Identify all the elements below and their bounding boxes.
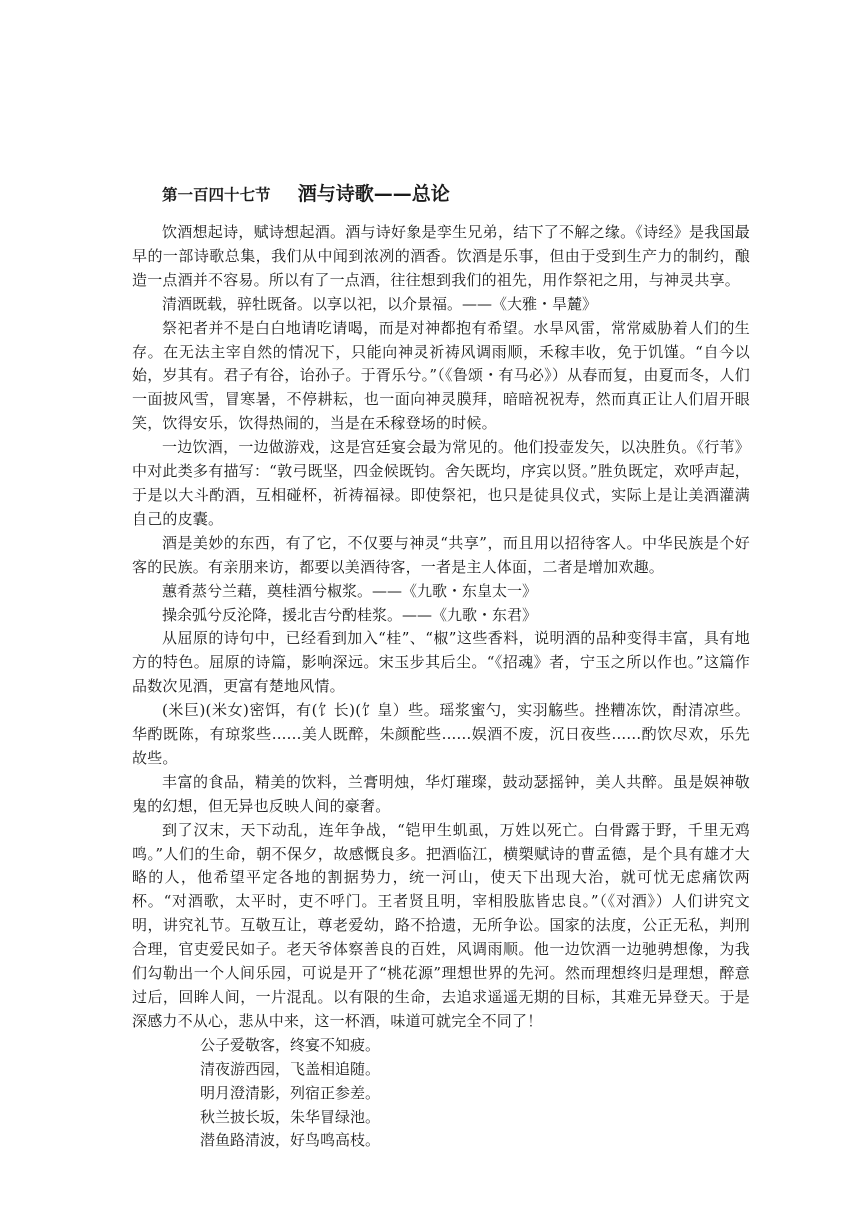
paragraph: 酒是美妙的东西，有了它，不仅要与神灵“共享”，而且用以招待客人。中华民族是个好客的民族。有亲朋来访，都要以美酒待客，一者是主人体面，二者是增加欢趣。	[132, 533, 750, 576]
poem-line: 明月澄清影，列宿正参差。	[200, 1083, 381, 1102]
paragraph: 到了汉末，天下动乱，连年争战，“铠甲生虮虱，万姓以死亡。白骨露于野，千里无鸡鸣。”人们的生命，朝不保夕，故感慨良多。把酒临江，横槊赋诗的曹孟德，是个具有雄才大略的人，他希望平定各地的割据势力，统一河山，使天下出现大治，就可忧无虑痛饮两杯。“对酒歌，太平时，吏不呼门。王者贤且明，宰相股肱皆忠良。”（《对酒》）人们讲究文明，讲究礼节。互敬互让，尊老爱幼，路不拾遗，无所争讼。国家的法度，公正无私，判刑合理，官吏爱民如子。老天爷体察善良的百姓，风调雨顺。他一边饮酒一边驰骋想像，为我们勾勒出一个人间乐园，可说是开了“桃花源”理想世界的先河。然而理想终归是理想，醉意过后，回眸人间，一片混乱。以有限的生命，去追求遥遥无期的目标，其难无异登天。于是深感力不从心，悲从中来，这一杯酒，味道可就完全不同了！	[132, 820, 750, 1030]
section-number: 第一百四十七节	[162, 186, 271, 204]
paragraph: 祭祀者并不是白白地请吃请喝，而是对神都抱有希望。水旱风雷，常常威胁着人们的生存。在无法主宰自然的情况下，只能向神灵祈祷风调雨顺，禾稼丰收，免于饥馑。“自今以始，岁其有。君子有谷，诒孙子。于胥乐兮。”（《鲁颂・有马必》）从春而复，由夏而冬，人们一面披风雪，冒寒暑，不停耕耘，也一面向神灵膜拜，暗暗祝祝寿，然而真正让人们眉开眼笑，饮得安乐，饮得热闹的，当是在禾稼登场的时候。	[132, 318, 750, 433]
page-content	[132, 183, 750, 1153]
quoted-verse: 操余弧兮反沦降，援北吉兮酌桂浆。——《九歌・东君》	[162, 605, 538, 624]
quoted-passage: (米巨)(米女)密饵，有(饣长)(饣皇）些。瑶浆蜜勺，实羽觞些。挫糟冻饮，酎清凉些。华酌既陈，有琼浆些......美人既醉，朱颜酡些......娱酒不废，沉日夜些......酌饮尽欢，乐先故些。	[132, 701, 750, 767]
paragraph: 饮酒想起诗，赋诗想起酒。酒与诗好象是孪生兄弟，结下了不解之缘。《诗经》是我国最早的一部诗歌总集，我们从中闻到浓冽的酒香。饮酒是乐事，但由于受到生产力的制约，酿造一点酒并不容易。所以有了一点酒，往往想到我们的祖先，用作祭祀之用，与神灵共享。	[132, 223, 750, 289]
quoted-verse: 清酒既载，骍牡既备。以享以祀，以介景福。——《大雅・旱麓》	[162, 294, 598, 313]
paragraph: 一边饮酒，一边做游戏，这是宫廷宴会最为常见的。他们投壶发矢，以决胜负。《行苇》中对此类多有描写：“敦弓既坚，四金候既钧。舍矢既均，序宾以贤。”胜负既定，欢呼声起，于是以大斗酌酒，互相碰杯，祈祷福禄。即使祭祀，也只是徒具仪式，实际上是让美酒灌满自己的皮囊。	[132, 438, 750, 528]
poem-line: 秋兰披长坂，朱华冒绿池。	[200, 1107, 381, 1126]
poem-line: 潜鱼路清波，好鸟鸣高枝。	[200, 1131, 381, 1150]
quoted-verse: 蕙肴蒸兮兰藉，奠桂酒兮椒浆。——《九歌・东皇太一》	[162, 581, 538, 600]
section-heading	[132, 183, 750, 217]
paragraph: 从屈原的诗句中，已经看到加入“桂”、“椒”这些香料，说明酒的品种变得丰富，具有地方的特色。屈原的诗篇，影响深远。宋玉步其后尘。“《招魂》者，宁玉之所以作也。”这篇作品数次见酒，更富有楚地风情。	[132, 629, 750, 696]
poem-line: 公子爱敬客，终宴不知疲。	[200, 1035, 381, 1054]
section-title: 酒与诗歌——总论	[297, 183, 450, 205]
paragraph: 丰富的食品，精美的饮料，兰膏明烛，华灯璀璨，鼓动瑟摇钟，美人共醉。虽是娱神敬鬼的幻想，但无异也反映人间的豪奢。	[132, 772, 750, 815]
poem-line: 清夜游西园，飞盖相追随。	[200, 1059, 381, 1078]
